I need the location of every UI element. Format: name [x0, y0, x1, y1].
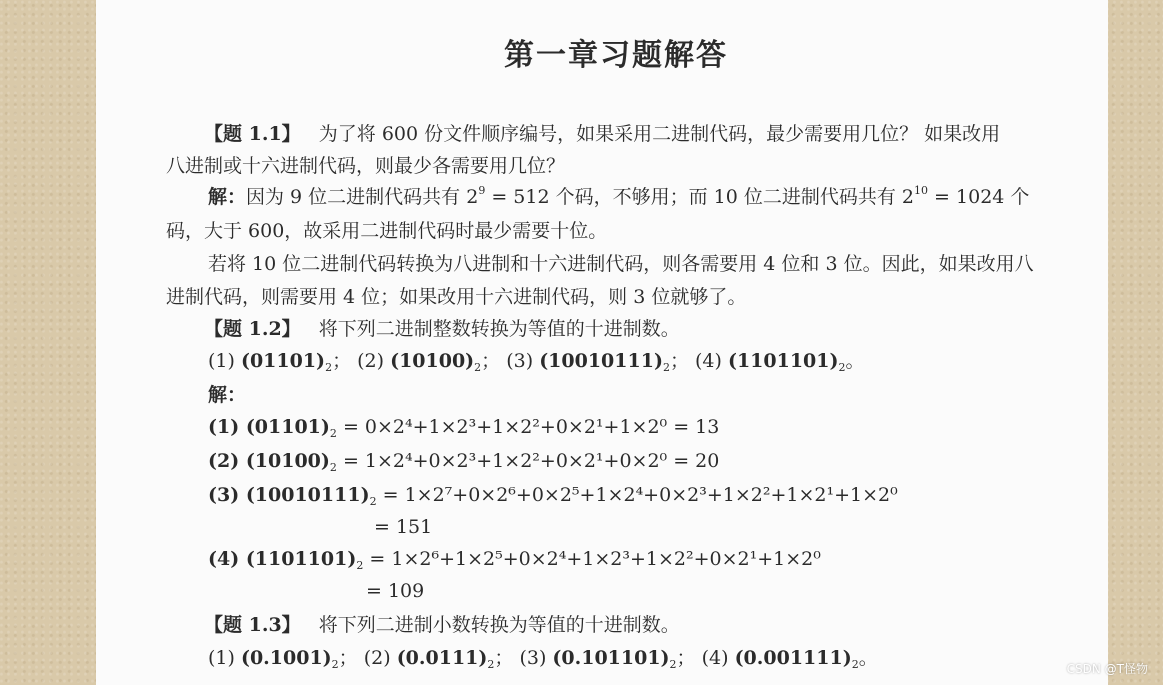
q12-step2-lhs: (2) (10100)	[208, 450, 330, 472]
q12-item2-val: (10100)	[390, 350, 475, 372]
q11-answer4: 进制代码，则需要用 4 位；如果改用十六进制代码，则 3 位就够了。	[166, 286, 747, 308]
q12-item3-val: (10010111)	[539, 350, 663, 372]
q12-item4-base: 2	[838, 361, 846, 374]
q13-item2-num: (2)	[363, 647, 391, 669]
q13-item4-base: 2	[851, 658, 859, 671]
q13-item3-val: (0.101101)	[552, 647, 670, 669]
q12-item2-num: (2)	[357, 350, 385, 372]
q11-a1-exp1: 9	[478, 184, 486, 197]
q12-items: (1) $(01101)_2$； (2) $(10100)_2$； (3) $(10010111)_2$； (4) $(1101101)_2$。	[208, 350, 865, 374]
q12-step3	[208, 484, 898, 508]
q12-step3-result: = 151	[374, 516, 433, 538]
q12-item4-val: (1101101)	[727, 350, 839, 372]
q12-item3-base: 2	[662, 361, 670, 374]
q11-answer1	[208, 184, 1030, 208]
q12-step1	[208, 416, 720, 440]
q11-text1: 为了将 600 份文件顺序编号，如果采用二进制代码，最少需要用几位？ 如果改用	[318, 123, 1001, 145]
q11-line2: 八进制或十六进制代码，则最少各需要用几位？	[166, 155, 566, 177]
q12-step4-lhs: (4) (1101101)	[208, 548, 357, 570]
q11-ans-label: 解：	[208, 186, 247, 208]
q12-item2-base: 2	[474, 361, 482, 374]
q12-item3-num: (3)	[506, 350, 534, 372]
q13-item1-num: (1)	[208, 647, 235, 669]
q12-label: 【题 1.2】	[204, 318, 301, 340]
q13-text: 将下列二进制小数转换为等值的十进制数。	[318, 614, 680, 636]
q12-step4-result: = 109	[366, 580, 425, 602]
q13-item2-base: 2	[487, 658, 495, 671]
q12-text: 将下列二进制整数转换为等值的十进制数。	[318, 318, 680, 340]
q13-item1-val: (0.1001)	[240, 647, 332, 669]
q12-item1-base: 2	[325, 361, 333, 374]
q13-label: 【题 1.3】	[204, 614, 301, 636]
q12-step2-base: 2	[329, 461, 337, 474]
q13-items: (1) $(0.1001)_2$； (2) $(0.0111)_2$； (3) $(0.101101)_2$； (4) $(0.001111)_2$。	[208, 647, 878, 671]
q13-item1-base: 2	[331, 658, 339, 671]
q11-a1-post: = 1024 个	[928, 186, 1030, 208]
q12-step3-lhs: (3) (10010111)	[208, 484, 370, 506]
q11-a1-exp2: 10	[914, 184, 929, 197]
q12-step1-rhs: = 0×2⁴+1×2³+1×2²+0×2¹+1×2⁰ = 13	[342, 416, 720, 438]
q12-ans-label: 解：	[208, 384, 247, 406]
q11-answer3: 若将 10 位二进制代码转换为八进制和十六进制代码，则各需要用 4 位和 3 位。因此，如果改用八	[208, 253, 1034, 275]
q11-line1	[204, 125, 1000, 144]
q12-step4	[208, 548, 821, 572]
q13-item4-val: (0.001111)	[734, 647, 852, 669]
q12-step4-rhs: = 1×2⁶+1×2⁵+0×2⁴+1×2³+1×2²+0×2¹+1×2⁰	[369, 548, 821, 570]
q12-step4-base: 2	[356, 559, 364, 572]
q11-a1-pre: 因为 9 位二进制代码共有 2	[246, 186, 479, 208]
textbook-page	[96, 0, 1108, 685]
q12-item1-val: (01101)	[240, 350, 326, 372]
csdn-watermark: CSDN @T怪物	[1066, 662, 1148, 676]
q12-step3-rhs: = 1×2⁷+0×2⁶+0×2⁵+1×2⁴+0×2³+1×2²+1×2¹+1×2⁰	[382, 484, 898, 506]
q12-step2	[208, 450, 720, 474]
q13-item4-num: (4)	[701, 647, 729, 669]
q12-line	[204, 320, 680, 339]
q13-line	[204, 616, 680, 635]
q13-item2-val: (0.0111)	[396, 647, 488, 669]
chapter-title: 第一章习题解答	[504, 38, 728, 73]
q12-step1-base: 2	[329, 427, 337, 440]
q12-step2-rhs: = 1×2⁴+0×2³+1×2²+0×2¹+0×2⁰ = 20	[342, 450, 720, 472]
q12-step1-lhs: (1) (01101)	[208, 416, 330, 438]
q13-item3-num: (3)	[519, 647, 547, 669]
q11-a1-mid: = 512 个码，不够用；而 10 位二进制代码共有 2	[485, 186, 915, 208]
q11-label: 【题 1.1】	[204, 123, 301, 145]
q12-step3-base: 2	[369, 495, 377, 508]
q12-item1-num: (1)	[208, 350, 235, 372]
q13-item3-base: 2	[669, 658, 677, 671]
q12-item4-num: (4)	[694, 350, 722, 372]
q11-answer2: 码，大于 600，故采用二进制代码时最少需要十位。	[166, 220, 608, 242]
